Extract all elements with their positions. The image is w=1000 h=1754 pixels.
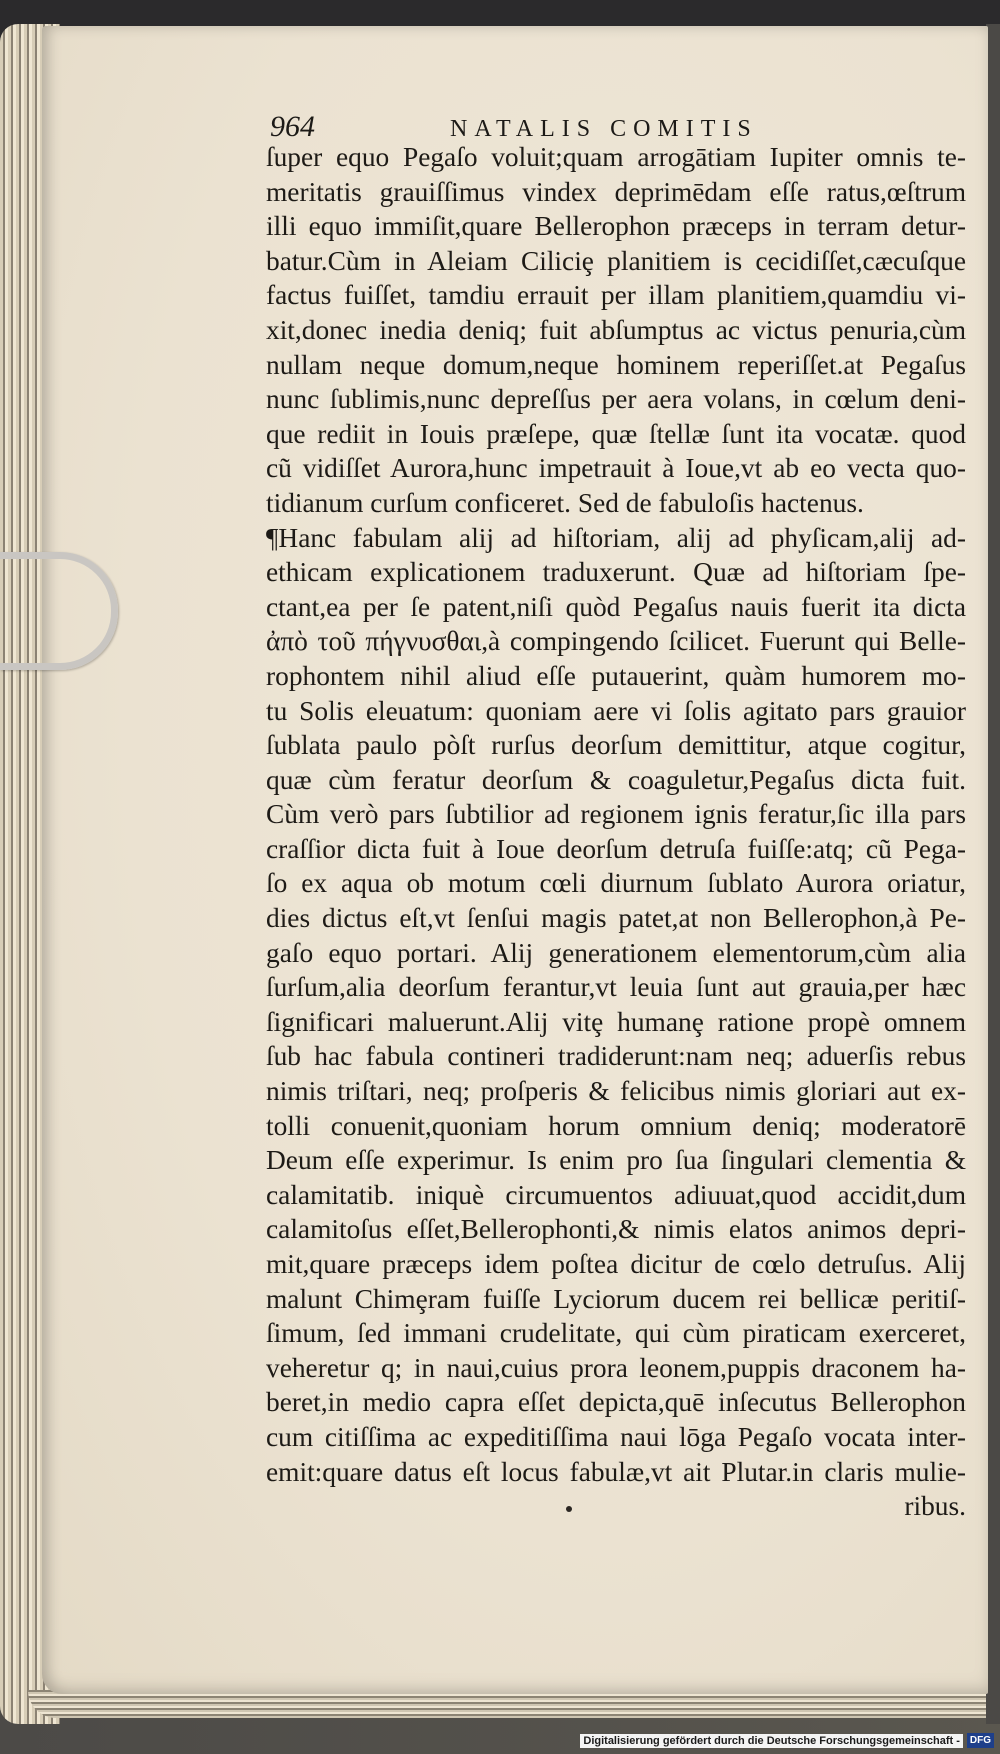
text-line: quæ cùm feratur deorſum & coaguletur,Pegaſus dicta fuit. [266,764,966,795]
ink-dot [566,1506,572,1512]
text-line: ſo ex aqua ob motum cœli diurnum ſublato Aurora oriatur, [266,868,966,899]
body-text [266,140,966,1524]
text-line: ribus. [904,1491,966,1522]
text-line: cum citiſſima ac expeditiſſima naui lōga Pegaſo vocata inter- [266,1421,966,1452]
text-line: ſuper equo Pegaſo voluit;quam arrogātiam Iupiter omnis te- [266,142,966,172]
digitization-credit [580,1733,994,1748]
book-bottom-edges [28,1690,994,1718]
text-line: xit,donec inedia deniq; fuit abſumptus ac victus penuria,cùm [266,314,966,345]
credit-text: Digitalisierung gefördert durch die Deutsche Forschungsgemeinschaft - [580,1734,963,1748]
text-line: Deum eſſe experimur. Is enim pro ſua ſingulari clementia & [266,1145,966,1176]
page-clip-icon [0,552,118,670]
text-line: illi equo immiſit,quare Bellerophon præceps in terram detur- [266,211,966,242]
text-line: Cùm verò pars ſubtilior ad regionem ignis feratur,ſic illa pars [266,799,966,830]
text-line: ¶Hanc fabulam alij ad hiſtoriam, alij ad phyſicam,alij ad- [266,522,966,553]
running-head: NATALIS COMITIS [450,116,758,142]
text-line: ſignificari maluerunt.Alij vitȩ humanȩ ratione propè omnem [266,1006,966,1037]
text-line: dies dictus eſt,vt ſenſui magis patet,at non Bellerophon,à Pe- [266,903,966,934]
text-line: calamitatib. iniquè circumuentos adiuuat,quod accidit,dum [266,1179,966,1210]
text-line: craſſior dicta fuit à Ioue deorſum detruſa fuiſſe:atq; cũ Pega- [266,833,966,864]
text-line: ſimum, ſed immani crudelitate, qui cùm piraticam exerceret, [266,1318,966,1349]
text-line: beret,in medio capra eſſet depicta,quē inſecutus Bellerophon [266,1387,966,1418]
text-line: que rediit in Iouis præſepe, quæ ſtellæ ſunt ita vocatæ. quod [266,418,966,449]
text-line: factus fuiſſet, tamdiu errauit per illam planitiem,quamdiu vi- [266,280,966,311]
scan-right-edge [986,24,1000,1724]
page-number: 964 [270,110,315,143]
text-line: rophontem nihil aliud eſſe putauerint, quàm humorem mo- [266,660,966,691]
text-line: calamitoſus eſſet,Bellerophonti,& nimis elatos animos depri- [266,1214,966,1245]
text-line: mit,quare præceps idem poſtea dicitur de cœlo detruſus. Alij [266,1249,966,1279]
text-line: nimis triſtari, neq; proſperis & felicibus nimis gloriari aut ex- [266,1076,966,1107]
text-line: cũ vidiſſet Aurora,hunc impetrauit à Ioue,vt ab eo vecta quo- [266,453,966,484]
dfg-logo: DFG [967,1733,994,1748]
text-line: nullam neque domum,neque hominem reperiſſet.at Pegaſus [266,349,966,380]
page-header [270,110,850,144]
text-line: gaſo equo portari. Alij generationem elementorum,cùm alia [266,937,966,968]
text-line: ἀπὸ τοῦ πήγνυσθαι,à compingendo ſcilicet. Fuerunt qui Belle- [266,626,966,657]
text-line: nunc ſublimis,nunc depreſſus per aera volans, in cœlum deni- [266,384,966,415]
text-line: tidianum curſum conficeret. Sed de fabuloſis hactenus. [266,487,864,518]
text-line: emit:quare datus eſt locus fabulæ,vt ait Plutar.in claris mulie- [266,1456,966,1487]
text-line: ſurſum,alia deorſum ferantur,vt leuia ſunt aut grauia,per hæc [266,972,966,1003]
text-line: tolli conuenit,quoniam horum omnium deniq; moderatorē [266,1110,966,1141]
text-line: malunt Chimȩram fuiſſe Lyciorum ducem rei bellicæ peritiſ- [266,1283,966,1314]
text-line: ſub hac fabula contineri tradiderunt:nam neq; aduerſis rebus [266,1041,966,1072]
text-line: tu Solis eleuatum: quoniam aere vi ſolis agitato pars grauior [266,695,966,726]
text-line: batur.Cùm in Aleiam Ciliciȩ planitiem is cecidiſſet,cæcuſque [266,245,966,276]
text-line: ethicam explicationem traduxerunt. Quæ ad hiſtoriam ſpe- [266,557,966,588]
text-line: meritatis grauiſſimus vindex deprimēdam eſſe ratus,œſtrum [266,176,966,207]
text-line: ſublata paulo pòſt rurſus deorſum demittitur, atque cogitur, [266,730,966,761]
text-line: ctant,ea per ſe patent,niſi quòd Pegaſus nauis fuerit ita dicta [266,591,966,622]
text-line: veheretur q; in naui,cuius prora leonem,puppis draconem ha- [266,1352,966,1383]
